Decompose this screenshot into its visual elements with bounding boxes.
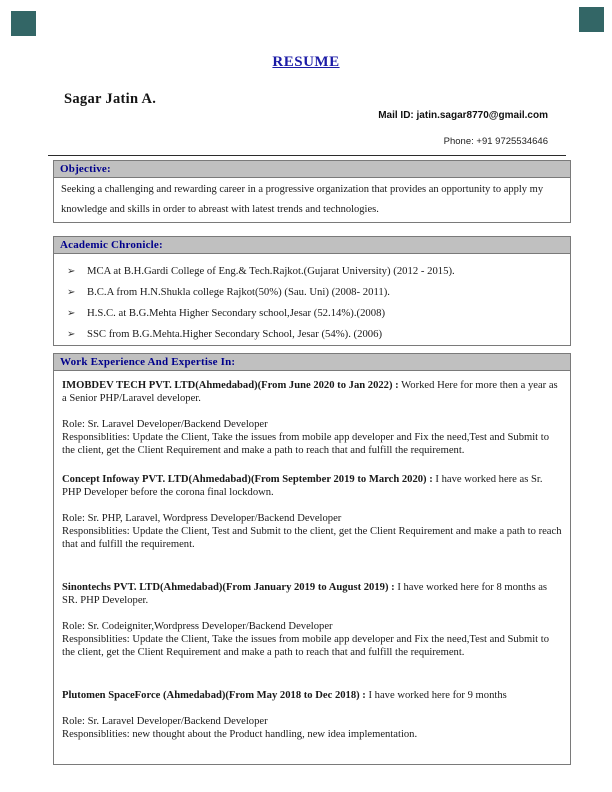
job-responsibilities: Responsiblities: new thought about the Product handling, new idea implementation. xyxy=(62,729,418,740)
job-title-company: Plutomen SpaceForce (Ahmedabad)(From May 2018 to Dec 2018) : xyxy=(62,690,366,701)
job-title-summary: I have worked here for 8 months as SR. PHP Developer. xyxy=(62,582,548,606)
section-work-experience xyxy=(53,353,571,765)
objective-body-text: Seeking a challenging and rewarding career in a progressive organization that provides an opportunity to apply my knowledge and skills in order to abreast with latest trends and technologies. xyxy=(61,184,544,215)
section-objective-heading: Objective: xyxy=(54,161,570,178)
academic-item xyxy=(67,324,562,345)
job-title xyxy=(62,473,562,499)
work-experience-list xyxy=(54,371,570,741)
job-title-summary: I have worked here for 9 months xyxy=(365,690,507,701)
job-role: Role: Sr. PHP, Laravel, Wordpress Developer/Backend Developer xyxy=(62,513,342,524)
section-work-heading: Work Experience And Expertise In: xyxy=(54,354,570,371)
job-title xyxy=(62,689,562,702)
header-divider xyxy=(48,155,566,156)
section-academic-heading: Academic Chronicle: xyxy=(54,237,570,254)
phone-text: Phone: +91 9725534646 xyxy=(443,136,548,147)
job-entry-sinontechs xyxy=(62,581,562,659)
arrow-bullet-icon: ➢ xyxy=(67,287,76,298)
academic-item-text: B.C.A from H.N.Shukla college Rajkot(50%) (Sau. Uni) (2008- 2011). xyxy=(87,286,390,298)
job-responsibilities: Responsiblities: Update the Client, Take the issues from mobile app developer and Fix the need,Test and Submit to the client, get the Client Requirement and make a path to reach that and fulfill the requirement. xyxy=(62,432,550,456)
academic-item-text: H.S.C. at B.G.Mehta Higher Secondary school,Jesar (52.14%).(2008) xyxy=(87,307,386,319)
job-title xyxy=(62,581,562,607)
job-title-company: Concept Infoway PVT. LTD(Ahmedabad)(From September 2019 to March 2020) : xyxy=(62,474,433,485)
corner-decoration-top-right xyxy=(579,7,604,32)
job-title xyxy=(62,379,562,405)
job-title-summary: I have worked here as Sr. PHP Developer before the corona final lockdown. xyxy=(62,474,543,498)
job-title-company: IMOBDEV TECH PVT. LTD(Ahmedabad)(From June 2020 to Jan 2022) : xyxy=(62,380,399,391)
academic-item xyxy=(67,261,562,282)
job-entry-imobdev xyxy=(62,379,562,457)
document-title: RESUME xyxy=(272,54,340,70)
arrow-bullet-icon: ➢ xyxy=(67,266,76,277)
candidate-name: Sagar Jatin A. xyxy=(64,91,157,107)
job-responsibilities: Responsiblities: Update the Client, Test and Submit to the client, get the Client Requirement and make a path to reach that and fulfill the requirement. xyxy=(62,526,562,550)
academic-item xyxy=(67,303,562,324)
job-role: Role: Sr. Codeigniter,Wordpress Developer/Backend Developer xyxy=(62,621,333,632)
academic-list xyxy=(54,254,570,345)
corner-decoration-top-left xyxy=(11,11,36,36)
job-entry-plutomen xyxy=(62,689,562,741)
job-responsibilities: Responsiblities: Update the Client, Take the issues from mobile app developer and Fix the need,Test and Submit to the client, get the Client Requirement and make a path to reach that and fulfill the requirement. xyxy=(62,634,550,658)
section-objective xyxy=(53,160,571,223)
email-text: Mail ID: jatin.sagar8770@gmail.com xyxy=(378,110,548,121)
section-academic-chronicle xyxy=(53,236,571,346)
arrow-bullet-icon: ➢ xyxy=(67,308,76,319)
academic-item-text: MCA at B.H.Gardi College of Eng.& Tech.Rajkot.(Gujarat University) (2012 - 2015). xyxy=(87,265,455,277)
job-entry-concept-infoway xyxy=(62,473,562,551)
job-title-company: Sinontechs PVT. LTD(Ahmedabad)(From January 2019 to August 2019) : xyxy=(62,582,395,593)
job-title-summary: Worked Here for more then a year as a Senior PHP/Laravel developer. xyxy=(62,380,558,404)
job-role: Role: Sr. Laravel Developer/Backend Developer xyxy=(62,419,268,430)
academic-item xyxy=(67,282,562,303)
arrow-bullet-icon: ➢ xyxy=(67,329,76,340)
academic-item-text: SSC from B.G.Mehta.Higher Secondary School, Jesar (54%). (2006) xyxy=(87,328,383,340)
job-role: Role: Sr. Laravel Developer/Backend Developer xyxy=(62,716,268,727)
